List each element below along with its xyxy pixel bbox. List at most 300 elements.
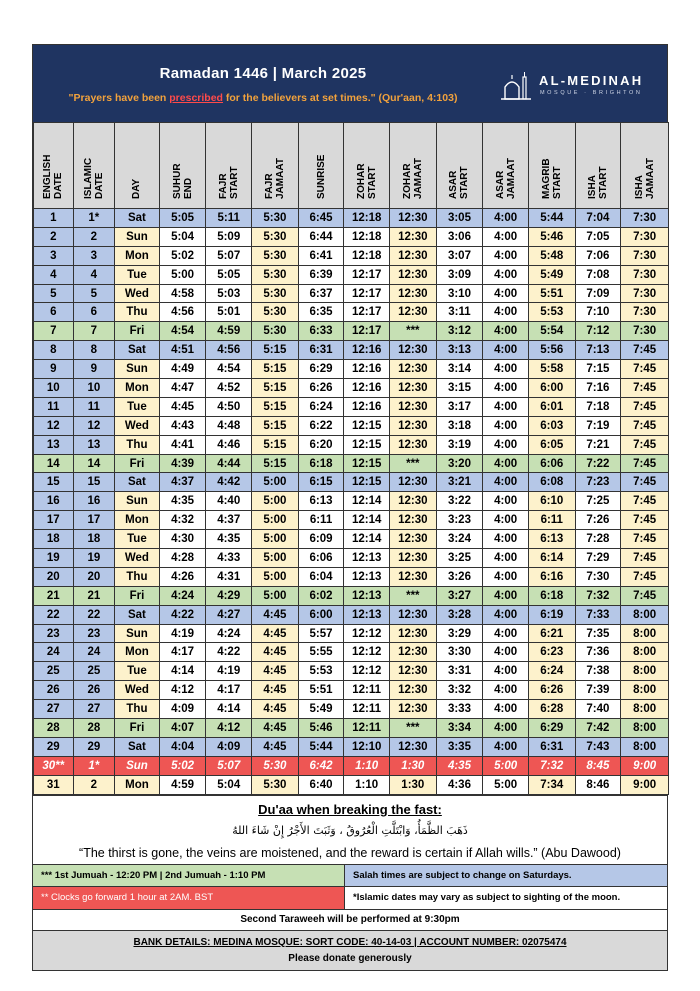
table-cell: 4:09 xyxy=(206,737,252,756)
table-cell: 12:13 xyxy=(344,586,390,605)
table-cell: Thu xyxy=(115,700,160,719)
table-row xyxy=(34,454,669,473)
table-cell: 6:02 xyxy=(298,586,344,605)
duaa-arabic: ذَهَبَ الظَّمَأُ، وَابْتَلَّتِ الْعُرُوقُ ، وَثَبَتَ الأَجْرُ إِنْ شَاءَ اللهُ xyxy=(232,823,468,837)
table-cell: 5:46 xyxy=(298,719,344,738)
table-cell: 5:15 xyxy=(252,435,299,454)
table-cell: 1* xyxy=(73,209,115,228)
table-cell: 7:38 xyxy=(575,662,621,681)
table-row xyxy=(34,586,669,605)
table-row xyxy=(34,681,669,700)
table-cell: 13 xyxy=(73,435,115,454)
table-cell: 4:19 xyxy=(206,662,252,681)
timetable-sheet xyxy=(32,44,668,971)
table-cell: 27 xyxy=(73,700,115,719)
table-cell: 10 xyxy=(34,379,74,398)
table-cell: 6:29 xyxy=(298,360,344,379)
table-cell: 7:32 xyxy=(575,586,621,605)
table-cell: 1:30 xyxy=(389,756,436,775)
table-cell: 7:45 xyxy=(621,397,669,416)
table-cell: 6:13 xyxy=(298,492,344,511)
table-cell: 7:45 xyxy=(621,492,669,511)
table-cell: 12:30 xyxy=(389,303,436,322)
table-cell: 5:46 xyxy=(528,227,575,246)
table-cell: 4:39 xyxy=(159,454,206,473)
table-cell: 7:30 xyxy=(621,209,669,228)
table-cell: 6:35 xyxy=(298,303,344,322)
table-cell: 7:45 xyxy=(621,530,669,549)
table-cell: 2 xyxy=(73,227,115,246)
table-cell: 22 xyxy=(34,605,74,624)
table-cell: 5:30 xyxy=(252,756,299,775)
table-cell: 24 xyxy=(73,643,115,662)
table-cell: 16 xyxy=(34,492,74,511)
table-cell: 3:29 xyxy=(436,624,483,643)
table-cell: 3:27 xyxy=(436,586,483,605)
table-cell: 5:30 xyxy=(252,284,299,303)
table-cell: 8:00 xyxy=(621,681,669,700)
table-cell: 12:10 xyxy=(344,737,390,756)
table-cell: 12:16 xyxy=(344,360,390,379)
table-cell: 6:16 xyxy=(528,567,575,586)
table-cell: 4:24 xyxy=(206,624,252,643)
table-cell: 6:24 xyxy=(528,662,575,681)
table-cell: 3:20 xyxy=(436,454,483,473)
table-cell: 5:00 xyxy=(252,473,299,492)
table-cell: 5:30 xyxy=(252,246,299,265)
table-cell: 3 xyxy=(73,246,115,265)
table-cell: 6:21 xyxy=(528,624,575,643)
taraweeh-note: Second Taraweeh will be performed at 9:30pm xyxy=(33,909,667,930)
table-cell: 12:15 xyxy=(344,454,390,473)
table-cell: 4:42 xyxy=(206,473,252,492)
table-cell: Mon xyxy=(115,246,160,265)
table-cell: 6:14 xyxy=(528,549,575,568)
table-cell: 5:48 xyxy=(528,246,575,265)
table-cell: 12:17 xyxy=(344,284,390,303)
table-cell: 4:00 xyxy=(483,322,529,341)
table-cell: 3:19 xyxy=(436,435,483,454)
table-cell: 4:24 xyxy=(159,586,206,605)
column-header-label: DAY xyxy=(131,178,143,199)
table-cell: 7:45 xyxy=(621,567,669,586)
table-cell: Tue xyxy=(115,265,160,284)
table-cell: 6:29 xyxy=(528,719,575,738)
table-row xyxy=(34,700,669,719)
table-cell: 4:37 xyxy=(206,511,252,530)
table-cell: 12:30 xyxy=(389,624,436,643)
table-cell: 7:45 xyxy=(621,360,669,379)
table-cell: 4:33 xyxy=(206,549,252,568)
table-cell: 6:26 xyxy=(298,379,344,398)
table-cell: 28 xyxy=(73,719,115,738)
table-cell: 4:04 xyxy=(159,737,206,756)
table-cell: 4:47 xyxy=(159,379,206,398)
quote-post: for the believers at set times." (Qur'aan, 4:103) xyxy=(222,92,458,104)
table-cell: 6:04 xyxy=(298,567,344,586)
column-header xyxy=(34,123,74,209)
table-cell: 9:00 xyxy=(621,775,669,794)
table-cell: 6:09 xyxy=(298,530,344,549)
table-cell: Wed xyxy=(115,284,160,303)
table-cell: 4:28 xyxy=(159,549,206,568)
table-cell: 3:09 xyxy=(436,265,483,284)
table-cell: 24 xyxy=(34,643,74,662)
table-cell: Thu xyxy=(115,435,160,454)
duaa-heading: Du'aa when breaking the fast: xyxy=(258,801,442,817)
table-cell: 4:17 xyxy=(206,681,252,700)
table-cell: 5:15 xyxy=(252,397,299,416)
table-cell: 12:17 xyxy=(344,322,390,341)
table-cell: 12:30 xyxy=(389,605,436,624)
table-cell: 4:45 xyxy=(159,397,206,416)
table-cell: 6:03 xyxy=(528,416,575,435)
table-cell: 5:00 xyxy=(159,265,206,284)
table-cell: 4:22 xyxy=(159,605,206,624)
table-cell: 3:32 xyxy=(436,681,483,700)
clocks-note: ** Clocks go forward 1 hour at 2AM. BST xyxy=(33,887,344,909)
table-cell: 12:13 xyxy=(344,567,390,586)
table-cell: 5:54 xyxy=(528,322,575,341)
table-cell: 12:30 xyxy=(389,549,436,568)
table-cell: 6:33 xyxy=(298,322,344,341)
table-cell: 4:14 xyxy=(206,700,252,719)
table-cell: 12:30 xyxy=(389,416,436,435)
table-cell: Sat xyxy=(115,341,160,360)
column-header xyxy=(436,123,483,209)
table-cell: 4:00 xyxy=(483,737,529,756)
column-header-label: FAJR START xyxy=(217,166,240,199)
table-cell: 1:10 xyxy=(344,775,390,794)
table-cell: 6 xyxy=(73,303,115,322)
table-cell: 5:15 xyxy=(252,360,299,379)
table-cell: 5:05 xyxy=(206,265,252,284)
table-cell: 3:07 xyxy=(436,246,483,265)
table-cell: 5:30 xyxy=(252,303,299,322)
table-cell: 12:16 xyxy=(344,341,390,360)
table-cell: 11 xyxy=(34,397,74,416)
table-cell: Mon xyxy=(115,511,160,530)
table-cell: 7:10 xyxy=(575,303,621,322)
table-cell: 7:45 xyxy=(621,511,669,530)
table-cell: 17 xyxy=(73,511,115,530)
table-cell: 5:51 xyxy=(298,681,344,700)
table-cell: 15 xyxy=(34,473,74,492)
table-cell: 5 xyxy=(73,284,115,303)
table-cell: 25 xyxy=(73,662,115,681)
table-cell: 8:00 xyxy=(621,662,669,681)
table-cell: 4:00 xyxy=(483,643,529,662)
table-cell: 7:18 xyxy=(575,397,621,416)
table-cell: Thu xyxy=(115,567,160,586)
table-cell: 4:00 xyxy=(483,227,529,246)
column-header xyxy=(344,123,390,209)
column-header-label: ASAR START xyxy=(448,166,471,199)
table-cell: 4:37 xyxy=(159,473,206,492)
table-cell: Sat xyxy=(115,737,160,756)
header-banner xyxy=(33,45,667,122)
table-cell: 3:10 xyxy=(436,284,483,303)
table-cell: 7:12 xyxy=(575,322,621,341)
table-cell: 7:45 xyxy=(621,435,669,454)
table-cell: 7:45 xyxy=(621,586,669,605)
table-cell: 12:16 xyxy=(344,397,390,416)
table-cell: 3:14 xyxy=(436,360,483,379)
table-cell: 6:10 xyxy=(528,492,575,511)
table-cell: Tue xyxy=(115,397,160,416)
table-cell: 12 xyxy=(73,416,115,435)
table-cell: 1 xyxy=(34,209,74,228)
table-cell: 21 xyxy=(73,586,115,605)
table-cell: 12:30 xyxy=(389,643,436,662)
table-cell: Sat xyxy=(115,209,160,228)
table-cell: 1:30 xyxy=(389,775,436,794)
table-cell: Wed xyxy=(115,681,160,700)
table-cell: 23 xyxy=(34,624,74,643)
table-cell: 3:31 xyxy=(436,662,483,681)
duaa-section xyxy=(33,795,667,864)
table-cell: 12:15 xyxy=(344,416,390,435)
table-row xyxy=(34,303,669,322)
table-row xyxy=(34,284,669,303)
table-cell: 4:00 xyxy=(483,719,529,738)
table-cell: 4:00 xyxy=(483,454,529,473)
column-header-label: ZOHAR JAMAAT xyxy=(401,158,424,199)
table-cell: 4:41 xyxy=(159,435,206,454)
table-cell: Sat xyxy=(115,605,160,624)
column-header-label: ASAR JAMAAT xyxy=(494,158,517,199)
table-cell: 7:34 xyxy=(528,775,575,794)
table-cell: 12:12 xyxy=(344,662,390,681)
table-cell: 12:14 xyxy=(344,511,390,530)
table-cell: 7:45 xyxy=(621,473,669,492)
table-cell: 3:11 xyxy=(436,303,483,322)
table-cell: 6:06 xyxy=(528,454,575,473)
column-header-label: ISLAMIC DATE xyxy=(82,157,105,199)
table-cell: 4:00 xyxy=(483,700,529,719)
table-cell: 12:11 xyxy=(344,681,390,700)
table-cell: 7:28 xyxy=(575,530,621,549)
quote-pre: "Prayers have been xyxy=(68,92,170,104)
table-cell: 5:09 xyxy=(206,227,252,246)
page-title: Ramadan 1446 | March 2025 xyxy=(159,65,367,82)
table-cell: 7:35 xyxy=(575,624,621,643)
table-row xyxy=(34,265,669,284)
table-cell: 4:00 xyxy=(483,246,529,265)
table-cell: Mon xyxy=(115,775,160,794)
table-cell: 4:26 xyxy=(159,567,206,586)
duaa-english: “The thirst is gone, the veins are moistened, and the reward is certain if Allah wills.” (Abu Dawood) xyxy=(79,845,621,860)
table-cell: 19 xyxy=(34,549,74,568)
table-cell: 7:19 xyxy=(575,416,621,435)
table-cell: 6:11 xyxy=(528,511,575,530)
column-header-label: SUNRISE xyxy=(315,154,327,199)
table-cell: 6:15 xyxy=(298,473,344,492)
table-cell: 4:59 xyxy=(159,775,206,794)
table-cell: 4:45 xyxy=(252,605,299,624)
table-cell: 5:44 xyxy=(528,209,575,228)
table-row xyxy=(34,567,669,586)
table-cell: 7:42 xyxy=(575,719,621,738)
table-cell: 7:45 xyxy=(621,341,669,360)
table-cell: Sun xyxy=(115,360,160,379)
table-cell: 4:43 xyxy=(159,416,206,435)
table-cell: 6:26 xyxy=(528,681,575,700)
table-cell: 3:23 xyxy=(436,511,483,530)
table-cell: 12:30 xyxy=(389,209,436,228)
table-cell: 21 xyxy=(34,586,74,605)
table-cell: 1* xyxy=(73,756,115,775)
table-row xyxy=(34,737,669,756)
table-cell: 7:30 xyxy=(621,265,669,284)
table-cell: 12:18 xyxy=(344,227,390,246)
table-cell: Sat xyxy=(115,473,160,492)
table-cell: 5 xyxy=(34,284,74,303)
table-cell: 7:09 xyxy=(575,284,621,303)
salah-note: Salah times are subject to change on Saturdays. xyxy=(345,865,667,887)
table-cell: 4:35 xyxy=(159,492,206,511)
table-cell: 12:30 xyxy=(389,360,436,379)
table-cell: 7:43 xyxy=(575,737,621,756)
table-cell: 26 xyxy=(34,681,74,700)
table-cell: 5:00 xyxy=(252,567,299,586)
table-cell: 8:00 xyxy=(621,700,669,719)
table-cell: 6 xyxy=(34,303,74,322)
table-cell: 8 xyxy=(34,341,74,360)
table-cell: 12:18 xyxy=(344,209,390,228)
table-cell: 12:30 xyxy=(389,435,436,454)
column-header xyxy=(115,123,160,209)
table-body xyxy=(34,209,669,795)
table-cell: 4:00 xyxy=(483,530,529,549)
table-cell: 7:22 xyxy=(575,454,621,473)
table-cell: 12:30 xyxy=(389,397,436,416)
table-cell: 12:30 xyxy=(389,662,436,681)
table-cell: 8:46 xyxy=(575,775,621,794)
table-cell: 5:00 xyxy=(252,530,299,549)
table-cell: 3:13 xyxy=(436,341,483,360)
table-cell: Mon xyxy=(115,643,160,662)
table-cell: 5:15 xyxy=(252,379,299,398)
table-cell: 5:55 xyxy=(298,643,344,662)
table-cell: 5:07 xyxy=(206,756,252,775)
table-cell: 4:35 xyxy=(206,530,252,549)
table-cell: 5:00 xyxy=(252,549,299,568)
table-cell: 7:45 xyxy=(621,549,669,568)
table-cell: 6:39 xyxy=(298,265,344,284)
table-cell: 4:48 xyxy=(206,416,252,435)
table-cell: 4:49 xyxy=(159,360,206,379)
column-header xyxy=(575,123,621,209)
prayer-times-table xyxy=(33,122,669,795)
table-cell: 4:00 xyxy=(483,681,529,700)
table-cell: 23 xyxy=(73,624,115,643)
table-cell: 4:45 xyxy=(252,662,299,681)
table-cell: 7:32 xyxy=(528,756,575,775)
table-cell: 7:30 xyxy=(621,322,669,341)
table-cell: 5:07 xyxy=(206,246,252,265)
table-cell: 7:45 xyxy=(621,379,669,398)
bank-details-text: BANK DETAILS: MEDINA MOSQUE: SORT CODE: 40-14-03 | ACCOUNT NUMBER: 02075474 xyxy=(133,936,567,948)
table-cell: 5:44 xyxy=(298,737,344,756)
table-cell: 9 xyxy=(34,360,74,379)
table-cell: 4:07 xyxy=(159,719,206,738)
table-cell: 12:17 xyxy=(344,303,390,322)
table-cell: 4:44 xyxy=(206,454,252,473)
table-cell: 12:30 xyxy=(389,530,436,549)
table-cell: 6:05 xyxy=(528,435,575,454)
table-cell: Fri xyxy=(115,586,160,605)
table-cell: 28 xyxy=(34,719,74,738)
table-row xyxy=(34,662,669,681)
table-cell: 4:22 xyxy=(206,643,252,662)
table-cell: *** xyxy=(389,454,436,473)
table-cell: 7:30 xyxy=(575,567,621,586)
table-cell: 4:14 xyxy=(159,662,206,681)
table-cell: 17 xyxy=(34,511,74,530)
table-cell: 12:13 xyxy=(344,605,390,624)
table-row xyxy=(34,530,669,549)
table-cell: 3:24 xyxy=(436,530,483,549)
table-cell: 20 xyxy=(34,567,74,586)
table-cell: 5:30 xyxy=(252,775,299,794)
table-cell: 4:56 xyxy=(206,341,252,360)
table-row xyxy=(34,360,669,379)
table-cell: 12:30 xyxy=(389,737,436,756)
table-cell: 4:35 xyxy=(436,756,483,775)
table-row xyxy=(34,379,669,398)
table-cell: 6:24 xyxy=(298,397,344,416)
table-cell: 4:51 xyxy=(159,341,206,360)
table-cell: 4:45 xyxy=(252,624,299,643)
table-cell: 12:17 xyxy=(344,265,390,284)
table-cell: 4:45 xyxy=(252,719,299,738)
table-cell: 12:16 xyxy=(344,379,390,398)
table-cell: 4:45 xyxy=(252,643,299,662)
table-cell: 5:00 xyxy=(252,586,299,605)
table-cell: 12:30 xyxy=(389,265,436,284)
table-cell: 3:34 xyxy=(436,719,483,738)
table-row xyxy=(34,397,669,416)
table-cell: 5:30 xyxy=(252,227,299,246)
table-cell: 3:35 xyxy=(436,737,483,756)
table-cell: 4:12 xyxy=(159,681,206,700)
column-header-label: FAJR JAMAAT xyxy=(263,158,286,199)
table-cell: 8:00 xyxy=(621,719,669,738)
table-cell: 6:20 xyxy=(298,435,344,454)
table-row xyxy=(34,473,669,492)
table-row xyxy=(34,624,669,643)
table-cell: 4:00 xyxy=(483,379,529,398)
table-row xyxy=(34,322,669,341)
table-cell: 12:30 xyxy=(389,246,436,265)
table-cell: 4:40 xyxy=(206,492,252,511)
table-cell: Tue xyxy=(115,662,160,681)
table-cell: Thu xyxy=(115,303,160,322)
table-cell: 7:30 xyxy=(621,284,669,303)
donate-text: Please donate generously xyxy=(288,952,412,964)
table-cell: 4:09 xyxy=(159,700,206,719)
table-cell: 3:12 xyxy=(436,322,483,341)
table-cell: 4:00 xyxy=(483,397,529,416)
table-cell: 12:30 xyxy=(389,473,436,492)
table-cell: Mon xyxy=(115,379,160,398)
table-cell: 19 xyxy=(73,549,115,568)
table-cell: 5:11 xyxy=(206,209,252,228)
table-cell: 7:23 xyxy=(575,473,621,492)
table-cell: 7:36 xyxy=(575,643,621,662)
table-cell: 4:58 xyxy=(159,284,206,303)
